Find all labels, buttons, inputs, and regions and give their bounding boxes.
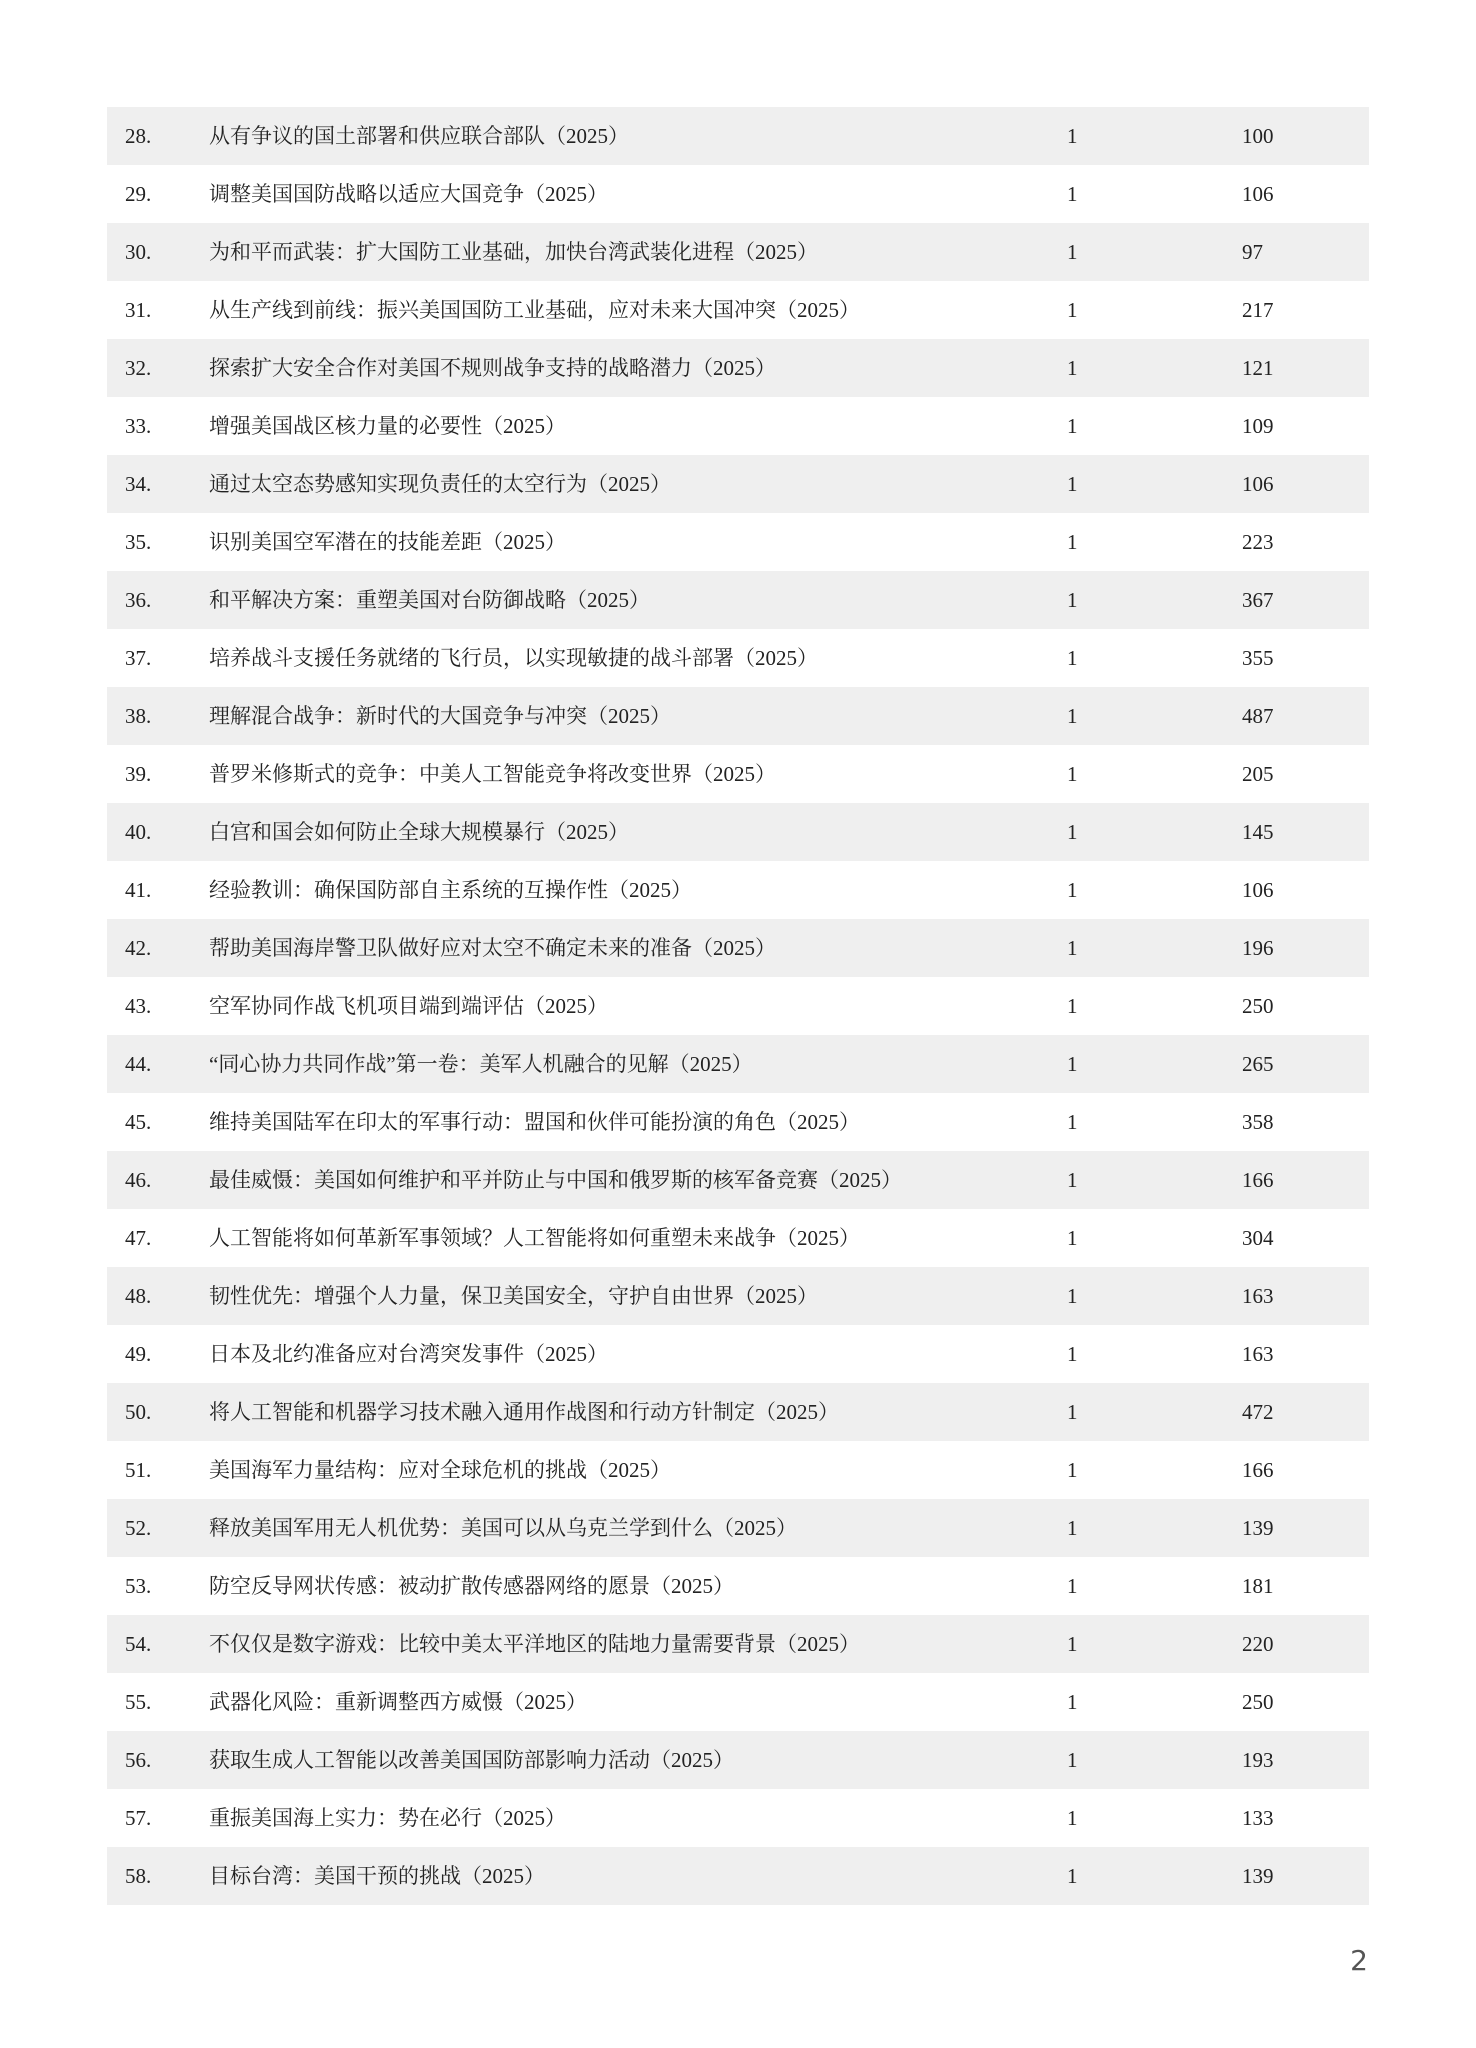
table-row bbox=[107, 107, 1369, 165]
row-pages: 133 bbox=[1242, 1806, 1274, 1830]
row-pages: 217 bbox=[1242, 298, 1274, 322]
row-title: 获取生成人工智能以改善美国国防部影响力活动（2025） bbox=[209, 1748, 734, 1772]
row-number: 47. bbox=[125, 1226, 152, 1250]
table-row bbox=[107, 281, 1369, 339]
row-title: 不仅仅是数字游戏：比较中美太平洋地区的陆地力量需要背景（2025） bbox=[209, 1632, 860, 1656]
row-count: 1 bbox=[1067, 472, 1078, 496]
table-row bbox=[107, 1035, 1369, 1093]
row-title: 为和平而武装：扩大国防工业基础，加快台湾武装化进程（2025） bbox=[209, 240, 818, 264]
row-number: 58. bbox=[125, 1864, 152, 1888]
row-number: 44. bbox=[125, 1052, 152, 1076]
row-pages: 472 bbox=[1242, 1400, 1274, 1424]
row-number: 48. bbox=[125, 1284, 152, 1308]
table-row bbox=[107, 513, 1369, 571]
row-count: 1 bbox=[1067, 356, 1078, 380]
row-count: 1 bbox=[1067, 1284, 1078, 1308]
row-title: 维持美国陆军在印太的军事行动：盟国和伙伴可能扮演的角色（2025） bbox=[209, 1110, 860, 1134]
table-row bbox=[107, 455, 1369, 513]
row-title: 白宫和国会如何防止全球大规模暴行（2025） bbox=[209, 820, 629, 844]
row-title: 日本及北约准备应对台湾突发事件（2025） bbox=[209, 1342, 608, 1366]
table-row bbox=[107, 1441, 1369, 1499]
row-pages: 250 bbox=[1242, 1690, 1274, 1714]
table-row bbox=[107, 339, 1369, 397]
row-number: 30. bbox=[125, 240, 152, 264]
table-row bbox=[107, 745, 1369, 803]
row-count: 1 bbox=[1067, 1342, 1078, 1366]
row-count: 1 bbox=[1067, 936, 1078, 960]
row-title: 经验教训：确保国防部自主系统的互操作性（2025） bbox=[209, 878, 692, 902]
row-count: 1 bbox=[1067, 1052, 1078, 1076]
row-pages: 223 bbox=[1242, 530, 1274, 554]
row-number: 54. bbox=[125, 1632, 152, 1656]
row-count: 1 bbox=[1067, 1806, 1078, 1830]
row-pages: 487 bbox=[1242, 704, 1274, 728]
table-row bbox=[107, 1557, 1369, 1615]
table-row bbox=[107, 223, 1369, 281]
row-pages: 100 bbox=[1242, 124, 1274, 148]
table-row bbox=[107, 629, 1369, 687]
row-title: 调整美国国防战略以适应大国竞争（2025） bbox=[209, 182, 608, 206]
row-number: 49. bbox=[125, 1342, 152, 1366]
row-number: 57. bbox=[125, 1806, 152, 1830]
table-row bbox=[107, 919, 1369, 977]
row-number: 39. bbox=[125, 762, 152, 786]
row-title: 识别美国空军潜在的技能差距（2025） bbox=[209, 530, 566, 554]
row-pages: 139 bbox=[1242, 1516, 1274, 1540]
row-title: 帮助美国海岸警卫队做好应对太空不确定未来的准备（2025） bbox=[209, 936, 776, 960]
row-pages: 139 bbox=[1242, 1864, 1274, 1888]
table-row bbox=[107, 1325, 1369, 1383]
row-pages: 97 bbox=[1242, 240, 1263, 264]
row-title: “同心协力共同作战”第一卷：美军人机融合的见解（2025） bbox=[209, 1052, 753, 1076]
row-count: 1 bbox=[1067, 1458, 1078, 1482]
row-pages: 106 bbox=[1242, 878, 1274, 902]
row-title: 武器化风险：重新调整西方威慑（2025） bbox=[209, 1690, 587, 1714]
row-number: 36. bbox=[125, 588, 152, 612]
row-title: 目标台湾：美国干预的挑战（2025） bbox=[209, 1864, 545, 1888]
table-row bbox=[107, 687, 1369, 745]
row-count: 1 bbox=[1067, 414, 1078, 438]
row-title: 美国海军力量结构：应对全球危机的挑战（2025） bbox=[209, 1458, 671, 1482]
row-title: 释放美国军用无人机优势：美国可以从乌克兰学到什么（2025） bbox=[209, 1516, 797, 1540]
row-count: 1 bbox=[1067, 124, 1078, 148]
row-pages: 220 bbox=[1242, 1632, 1274, 1656]
row-number: 42. bbox=[125, 936, 152, 960]
row-title: 重振美国海上实力：势在必行（2025） bbox=[209, 1806, 566, 1830]
report-table bbox=[107, 107, 1369, 1905]
row-count: 1 bbox=[1067, 1110, 1078, 1134]
row-title: 和平解决方案：重塑美国对台防御战略（2025） bbox=[209, 588, 650, 612]
row-number: 46. bbox=[125, 1168, 152, 1192]
row-pages: 367 bbox=[1242, 588, 1274, 612]
row-count: 1 bbox=[1067, 1400, 1078, 1424]
row-title: 理解混合战争：新时代的大国竞争与冲突（2025） bbox=[209, 704, 671, 728]
row-pages: 166 bbox=[1242, 1168, 1274, 1192]
row-pages: 304 bbox=[1242, 1226, 1274, 1250]
table-row bbox=[107, 861, 1369, 919]
row-pages: 109 bbox=[1242, 414, 1274, 438]
row-title: 空军协同作战飞机项目端到端评估（2025） bbox=[209, 994, 608, 1018]
row-title: 韧性优先：增强个人力量，保卫美国安全，守护自由世界（2025） bbox=[209, 1284, 818, 1308]
row-count: 1 bbox=[1067, 1748, 1078, 1772]
row-count: 1 bbox=[1067, 1226, 1078, 1250]
row-number: 53. bbox=[125, 1574, 152, 1598]
row-number: 41. bbox=[125, 878, 152, 902]
table-row bbox=[107, 165, 1369, 223]
row-pages: 145 bbox=[1242, 820, 1274, 844]
row-number: 32. bbox=[125, 356, 152, 380]
table-row bbox=[107, 803, 1369, 861]
row-count: 1 bbox=[1067, 182, 1078, 206]
row-title: 培养战斗支援任务就绪的飞行员，以实现敏捷的战斗部署（2025） bbox=[209, 646, 818, 670]
row-number: 55. bbox=[125, 1690, 152, 1714]
row-pages: 358 bbox=[1242, 1110, 1274, 1134]
row-title: 增强美国战区核力量的必要性（2025） bbox=[209, 414, 566, 438]
row-title: 将人工智能和机器学习技术融入通用作战图和行动方针制定（2025） bbox=[209, 1400, 839, 1424]
table-row bbox=[107, 1847, 1369, 1905]
row-number: 38. bbox=[125, 704, 152, 728]
page-number: 2 bbox=[1350, 1944, 1368, 1977]
table-row bbox=[107, 1789, 1369, 1847]
table-row bbox=[107, 1615, 1369, 1673]
row-title: 最佳威慑：美国如何维护和平并防止与中国和俄罗斯的核军备竞赛（2025） bbox=[209, 1168, 902, 1192]
row-count: 1 bbox=[1067, 820, 1078, 844]
table-row bbox=[107, 1383, 1369, 1441]
row-pages: 265 bbox=[1242, 1052, 1274, 1076]
row-title: 从生产线到前线：振兴美国国防工业基础，应对未来大国冲突（2025） bbox=[209, 298, 860, 322]
row-number: 34. bbox=[125, 472, 152, 496]
row-count: 1 bbox=[1067, 704, 1078, 728]
table-row bbox=[107, 977, 1369, 1035]
table-row bbox=[107, 1267, 1369, 1325]
table-row bbox=[107, 1731, 1369, 1789]
row-number: 33. bbox=[125, 414, 152, 438]
row-number: 51. bbox=[125, 1458, 152, 1482]
row-pages: 166 bbox=[1242, 1458, 1274, 1482]
row-pages: 181 bbox=[1242, 1574, 1274, 1598]
row-pages: 355 bbox=[1242, 646, 1274, 670]
row-pages: 106 bbox=[1242, 472, 1274, 496]
row-number: 52. bbox=[125, 1516, 152, 1540]
row-title: 从有争议的国土部署和供应联合部队（2025） bbox=[209, 124, 629, 148]
table-row bbox=[107, 1093, 1369, 1151]
row-title: 探索扩大安全合作对美国不规则战争支持的战略潜力（2025） bbox=[209, 356, 776, 380]
row-count: 1 bbox=[1067, 1574, 1078, 1598]
row-count: 1 bbox=[1067, 298, 1078, 322]
row-count: 1 bbox=[1067, 530, 1078, 554]
row-count: 1 bbox=[1067, 646, 1078, 670]
row-title: 通过太空态势感知实现负责任的太空行为（2025） bbox=[209, 472, 671, 496]
row-pages: 163 bbox=[1242, 1342, 1274, 1366]
row-count: 1 bbox=[1067, 994, 1078, 1018]
row-number: 56. bbox=[125, 1748, 152, 1772]
row-count: 1 bbox=[1067, 878, 1078, 902]
row-count: 1 bbox=[1067, 1632, 1078, 1656]
row-count: 1 bbox=[1067, 1690, 1078, 1714]
row-title: 人工智能将如何革新军事领域？人工智能将如何重塑未来战争（2025） bbox=[209, 1226, 860, 1250]
table-row bbox=[107, 1499, 1369, 1557]
row-title: 普罗米修斯式的竞争：中美人工智能竞争将改变世界（2025） bbox=[209, 762, 776, 786]
row-number: 29. bbox=[125, 182, 152, 206]
row-number: 31. bbox=[125, 298, 152, 322]
table-row bbox=[107, 397, 1369, 455]
row-count: 1 bbox=[1067, 762, 1078, 786]
row-count: 1 bbox=[1067, 588, 1078, 612]
row-number: 37. bbox=[125, 646, 152, 670]
row-count: 1 bbox=[1067, 1516, 1078, 1540]
row-pages: 193 bbox=[1242, 1748, 1274, 1772]
row-number: 45. bbox=[125, 1110, 152, 1134]
row-title: 防空反导网状传感：被动扩散传感器网络的愿景（2025） bbox=[209, 1574, 734, 1598]
row-pages: 121 bbox=[1242, 356, 1274, 380]
row-count: 1 bbox=[1067, 1864, 1078, 1888]
row-pages: 106 bbox=[1242, 182, 1274, 206]
table-row bbox=[107, 1151, 1369, 1209]
row-number: 43. bbox=[125, 994, 152, 1018]
row-pages: 196 bbox=[1242, 936, 1274, 960]
table-row bbox=[107, 1673, 1369, 1731]
row-number: 40. bbox=[125, 820, 152, 844]
row-pages: 250 bbox=[1242, 994, 1274, 1018]
row-number: 50. bbox=[125, 1400, 152, 1424]
table-row bbox=[107, 1209, 1369, 1267]
row-pages: 163 bbox=[1242, 1284, 1274, 1308]
row-count: 1 bbox=[1067, 1168, 1078, 1192]
row-count: 1 bbox=[1067, 240, 1078, 264]
table-row bbox=[107, 571, 1369, 629]
row-pages: 205 bbox=[1242, 762, 1274, 786]
row-number: 28. bbox=[125, 124, 152, 148]
row-number: 35. bbox=[125, 530, 152, 554]
